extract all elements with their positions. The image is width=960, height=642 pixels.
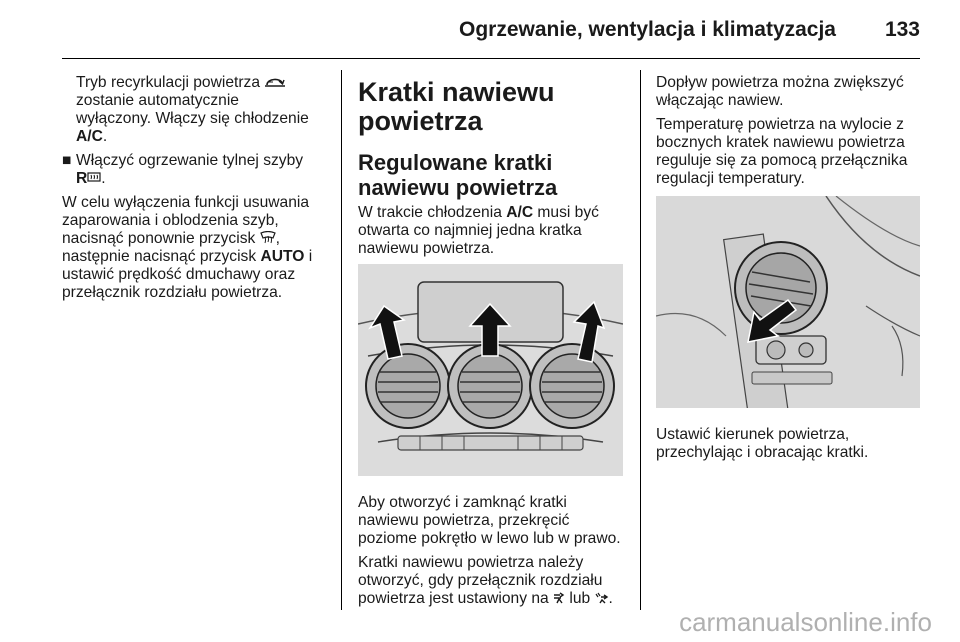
text-line: nawiewu powietrza, przekręcić (358, 512, 570, 529)
column-3 (656, 74, 926, 468)
watermark: carmanualsonline.info (679, 607, 932, 637)
air-vent-right (530, 344, 614, 428)
distribution-paragraph (358, 554, 626, 608)
header-rule (62, 58, 920, 59)
section-heading (358, 78, 626, 136)
text-line: i (308, 248, 313, 265)
column-divider-1 (341, 70, 342, 610)
text-line: musi być (537, 204, 599, 221)
center-vents-illustration (358, 264, 623, 476)
side-vent-illustration (656, 196, 920, 408)
air-vent-left (366, 344, 450, 428)
heading-line: powietrza (358, 106, 483, 136)
text-line: Kratki nawiewu powietrza należy (358, 554, 584, 571)
defrost-off-paragraph (62, 194, 334, 302)
text-line: lub (569, 590, 591, 607)
text-line: przełącznik rozdziału powietrza. (62, 284, 283, 301)
text-line: Tryb recyrkulacji powietrza (76, 74, 260, 91)
bullet-mark: ■ (62, 152, 72, 169)
text-line: . (608, 590, 613, 607)
subsection-heading (358, 150, 626, 200)
text-line: bocznych kratek nawiewu powietrza (656, 134, 905, 151)
air-to-upper-body-icon (553, 592, 565, 604)
air-to-windscreen-body-icon (595, 592, 609, 604)
text-line: otworzyć, gdy przełącznik rozdziału (358, 572, 603, 589)
ac-paragraph (358, 204, 626, 258)
text-line: poziome pokrętło w lewo lub w prawo. (358, 530, 621, 547)
text-line: nacisnąć ponownie przycisk (62, 230, 256, 247)
direction-paragraph (656, 426, 926, 462)
text-line: ustawić prędkość dmuchawy oraz (62, 266, 296, 283)
text-line: W trakcie chłodzenia (358, 204, 502, 221)
text-line: włączając nawiew. (656, 92, 784, 109)
text-line: reguluje się za pomocą przełącznika (656, 152, 908, 169)
windscreen-defrost-icon (260, 231, 276, 244)
text-line: wyłączony. Włączy się chłodzenie (76, 110, 309, 127)
bullet-item (62, 152, 334, 188)
column-1 (62, 74, 334, 308)
text-line: następnie nacisnąć przycisk (62, 248, 257, 265)
page-header-title: Ogrzewanie, wentylacja i klimatyzacja (458, 18, 836, 41)
temperature-paragraph (656, 116, 926, 188)
text-line: Aby otworzyć i zamknąć kratki (358, 494, 567, 511)
rear-window-heat-icon (87, 172, 101, 184)
text-line: Ustawić kierunek powietrza, (656, 426, 850, 443)
ac-label: A/C (506, 204, 534, 221)
heading-line: Kratki nawiewu (358, 77, 555, 107)
page-number: 133 (884, 18, 920, 41)
auto-label: AUTO (260, 248, 305, 265)
heading-line: Regulowane kratki (358, 150, 553, 175)
text-line: Dopływ powietrza można zwiększyć (656, 74, 904, 91)
airflow-paragraph (656, 74, 926, 110)
text-line: zostanie automatycznie (76, 92, 239, 109)
open-close-paragraph (358, 494, 626, 548)
text-line: W celu wyłączenia funkcji usuwania (62, 194, 310, 211)
text-line: powietrza jest ustawiony na (358, 590, 549, 607)
text-line: Temperaturę powietrza na wylocie z (656, 116, 904, 133)
column-2 (358, 74, 626, 614)
text-line: nawiewu powietrza. (358, 240, 495, 257)
text-line: , (275, 230, 280, 247)
recirculation-icon (264, 76, 286, 88)
text-line: przechylając i obracając kratki. (656, 444, 869, 461)
heading-line: nawiewu powietrza (358, 175, 558, 200)
ac-label: A/C (76, 128, 103, 145)
text-line: otwarta co najmniej jedna kratka (358, 222, 582, 239)
text-line: . (102, 128, 108, 145)
column-divider-2 (640, 70, 641, 610)
text-line: regulacji temperatury. (656, 170, 805, 187)
text-line: Włączyć ogrzewanie tylnej szyby (76, 152, 304, 169)
recirculation-paragraph (62, 74, 334, 146)
text-line: zaparowania i oblodzenia szyb, (62, 212, 279, 229)
text-line: . (101, 170, 106, 187)
rear-label: R (76, 170, 88, 187)
